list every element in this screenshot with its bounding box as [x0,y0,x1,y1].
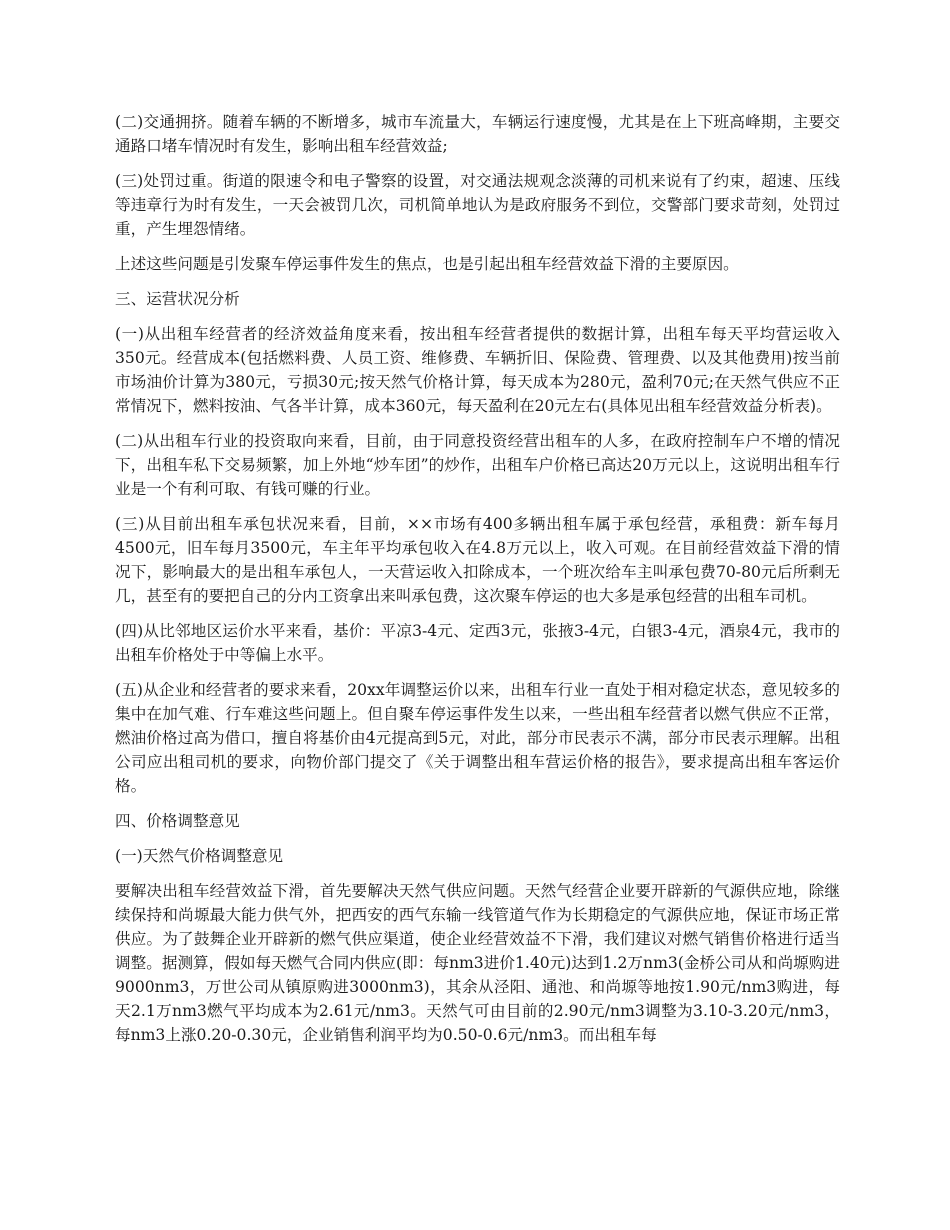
paragraph-summary: 上述这些问题是引发聚车停运事件发生的焦点，也是引起出租车经营效益下滑的主要原因。 [115,255,739,273]
paragraph-heavy-penalties: (三)处罚过重。街道的限速令和电子警察的设置，对交通法规观念淡薄的司机来说有了约束，超速、压线等违章行为时有发生，一天会被罚几次，司机简单地认为是政府服务不到位，交警部门要求苛刻，处罚过重，产生埋怨情绪。 [115,172,840,238]
subheading-natural-gas: (一)天然气价格调整意见 [115,847,284,865]
section-heading-operation-analysis: 三、运营状况分析 [115,290,240,308]
paragraph-neighboring-prices: (四)从比邻地区运价水平来看，基价：平凉3-4元、定西3元，张掖3-4元，白银3-4元，酒泉4元，我市的出租车价格处于中等偏上水平。 [115,622,840,664]
paragraph-economic-benefit: (一)从出租车经营者的经济效益角度来看，按出租车经营者提供的数据计算，出租车每天平均营运收入350元。经营成本(包括燃料费、人员工资、维修费、车辆折旧、保险费、管理费、以及其他费用)按当前市场油价计算为380元，亏损30元;按天然气价格计算，每天成本为280元，盈利70元;在天然气供应不正常情况下，燃料按油、气各半计算，成本360元，每天盈利在20元左右(具体见出租车经营效益分析表)。 [115,325,840,415]
paragraph-investment-orientation: (二)从出租车行业的投资取向来看，目前，由于同意投资经营出租车的人多，在政府控制车户不增的情况下，出租车私下交易频繁，加上外地“炒车团”的炒作，出租车户价格已高达20万元以上，这说明出租车行业是一个有利可取、有钱可赚的行业。 [115,432,840,498]
paragraph-traffic-congestion: (二)交通拥挤。随着车辆的不断增多，城市车流量大，车辆运行速度慢，尤其是在上下班高峰期，主要交通路口堵车情况时有发生，影响出租车经营效益; [115,113,840,155]
paragraph-gas-supply: 要解决出租车经营效益下滑，首先要解决天然气供应问题。天然气经营企业要开辟新的气源供应地，除继续保持和尚塬最大能力供气外，把西安的西气东输一线管道气作为长期稳定的气源供应地，保证市场正常供应。为了鼓舞企业开辟新的燃气供应渠道，使企业经营效益不下滑，我们建议对燃气销售价格进行适当调整。据测算，假如每天燃气合同内供应(即：每nm3进价1.40元)达到1.2万nm3(金桥公司从和尚塬购进9000nm3，万世公司从镇原购进3000nm3)，其余从泾阳、通池、和尚塬等地按1.90元/nm3购进，每天2.1万nm3燃气平均成本为2.61元/nm3。天然气可由目前的2.90元/nm3调整为3.10-3.20元/nm3，每nm3上涨0.20-0.30元，企业销售利润平均为0.50-0.6元/nm3。而出租车每 [115,882,840,1044]
paragraph-contract-status: (三)从目前出租车承包状况来看，目前，××市场有400多辆出租车属于承包经营，承租费：新车每月4500元，旧车每月3500元，车主年平均承包收入在4.8万元以上，收入可观。在目前经营效益下滑的情况下，影响最大的是出租车承包人，一天营运收入扣除成本，一个班次给车主叫承包费70-80元后所剩无几，甚至有的要把自己的分内工资拿出来叫承包费，这次聚车停运的也大多是承包经营的出租车司机。 [115,515,840,605]
document-body [115,110,840,1058]
section-heading-price-adjustment: 四、价格调整意见 [115,812,240,830]
paragraph-operator-requests: (五)从企业和经营者的要求来看，20xx年调整运价以来，出租车行业一直处于相对稳定状态，意见较多的集中在加气难、行车难这些问题上。但自聚车停运事件发生以来，一些出租车经营者以燃气供应不正常，燃油价格过高为借口，擅自将基价由4元提高到5元，对此，部分市民表示不满，部分市民表示理解。出租公司应出租司机的要求，向物价部门提交了《关于调整出租车营运价格的报告》，要求提高出租车客运价格。 [115,681,840,795]
